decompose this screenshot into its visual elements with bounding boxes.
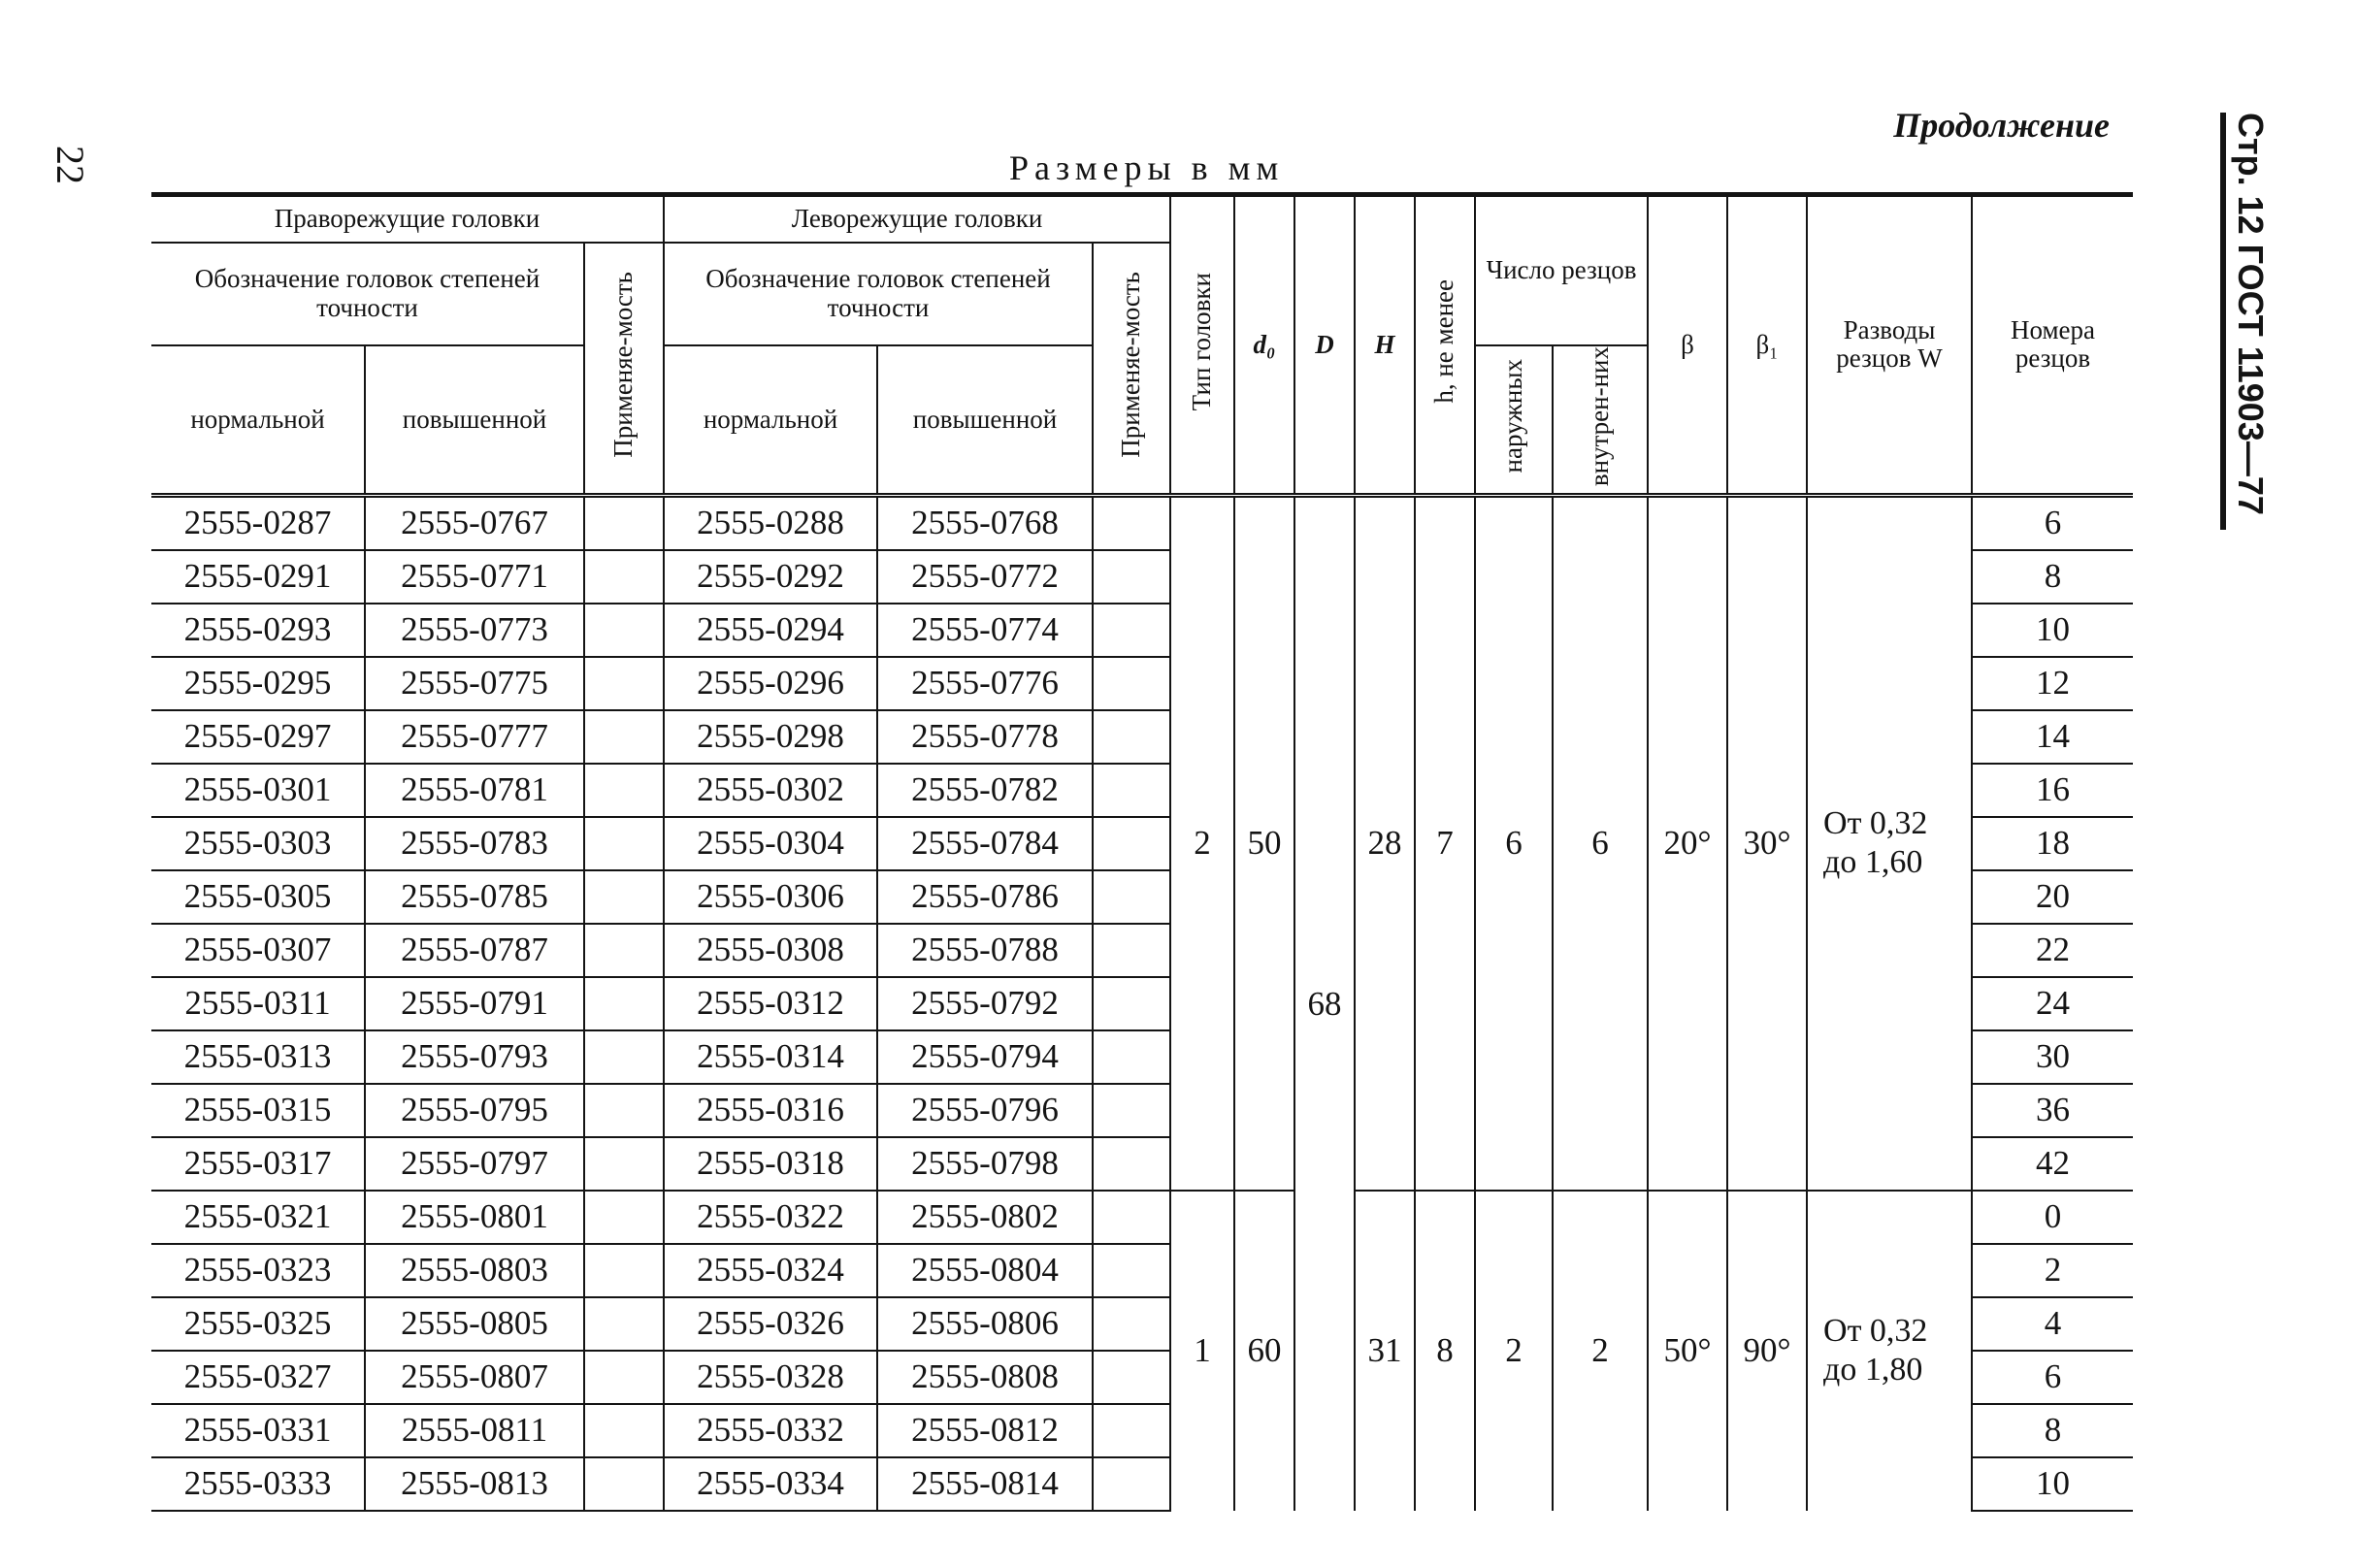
right-normal-code: 2555-0307 [151, 924, 365, 977]
right-applicability-cell [584, 604, 664, 657]
header-right-normal: нормальной [151, 345, 365, 495]
left-applicability-cell [1093, 1404, 1170, 1457]
right-applicability-cell [584, 1457, 664, 1511]
left-applicability-cell [1093, 1297, 1170, 1351]
beta-value: 20° [1648, 495, 1727, 1191]
left-increased-code: 2555-0772 [877, 550, 1093, 604]
beta1-value: 30° [1727, 495, 1807, 1191]
right-increased-code: 2555-0811 [365, 1404, 584, 1457]
cutter-number: 30 [1972, 1030, 2133, 1084]
left-applicability-cell [1093, 924, 1170, 977]
left-increased-code: 2555-0786 [877, 870, 1093, 924]
header-right-heads: Праворежущие головки [151, 197, 664, 243]
H-value: 31 [1355, 1191, 1415, 1511]
cutter-number: 0 [1972, 1191, 2133, 1244]
page-number: 22 [49, 146, 92, 184]
head-type-value: 2 [1170, 495, 1234, 1191]
right-normal-code: 2555-0311 [151, 977, 365, 1030]
cutter-number: 22 [1972, 924, 2133, 977]
left-normal-code: 2555-0318 [664, 1137, 877, 1191]
right-increased-code: 2555-0767 [365, 495, 584, 550]
left-applicability-cell [1093, 977, 1170, 1030]
inner-cutters-value: 6 [1553, 495, 1648, 1191]
right-increased-code: 2555-0803 [365, 1244, 584, 1297]
right-normal-code: 2555-0293 [151, 604, 365, 657]
right-normal-code: 2555-0333 [151, 1457, 365, 1511]
right-normal-code: 2555-0305 [151, 870, 365, 924]
left-increased-code: 2555-0788 [877, 924, 1093, 977]
left-normal-code: 2555-0326 [664, 1297, 877, 1351]
right-increased-code: 2555-0801 [365, 1191, 584, 1244]
header-cutter-numbers: Номера резцов [1972, 197, 2133, 495]
right-applicability-cell [584, 1084, 664, 1137]
left-applicability-cell [1093, 870, 1170, 924]
left-increased-code: 2555-0796 [877, 1084, 1093, 1137]
right-increased-code: 2555-0785 [365, 870, 584, 924]
right-normal-code: 2555-0287 [151, 495, 365, 550]
beta-value: 50° [1648, 1191, 1727, 1511]
d0-value: 50 [1234, 495, 1294, 1191]
cutter-spread-line: до 1,80 [1823, 1352, 1923, 1388]
right-increased-code: 2555-0777 [365, 710, 584, 764]
cutter-spread-value [1807, 1191, 1972, 1511]
header-left-applicability-text: Применяе-мость [1116, 272, 1146, 458]
left-normal-code: 2555-0314 [664, 1030, 877, 1084]
h-min-value: 7 [1415, 495, 1475, 1191]
left-normal-code: 2555-0306 [664, 870, 877, 924]
right-applicability-cell [584, 1191, 664, 1244]
cutter-number: 24 [1972, 977, 2133, 1030]
right-normal-code: 2555-0291 [151, 550, 365, 604]
right-increased-code: 2555-0775 [365, 657, 584, 710]
outer-cutters-value: 6 [1475, 495, 1553, 1191]
header-cutter-spread: Разводы резцов W [1807, 197, 1972, 495]
right-increased-code: 2555-0805 [365, 1297, 584, 1351]
right-applicability-cell [584, 550, 664, 604]
header-outer-text: наружных [1498, 359, 1528, 474]
right-applicability-cell [584, 764, 664, 817]
header-h-min [1415, 197, 1475, 495]
right-normal-code: 2555-0297 [151, 710, 365, 764]
header-beta1: β₁ [1727, 197, 1807, 495]
cutter-spread-line: От 0,32 [1823, 1312, 1928, 1349]
right-applicability-cell [584, 1244, 664, 1297]
header-inner-text: внутрен-них [1585, 346, 1615, 487]
cutter-spread-value [1807, 495, 1972, 1191]
cutter-number: 14 [1972, 710, 2133, 764]
right-applicability-cell [584, 924, 664, 977]
right-applicability-cell [584, 977, 664, 1030]
left-increased-code: 2555-0782 [877, 764, 1093, 817]
right-normal-code: 2555-0315 [151, 1084, 365, 1137]
D-value: 68 [1294, 495, 1355, 1511]
table-body [151, 495, 2133, 1511]
continuation-label: Продолжение [1893, 106, 2110, 145]
cutter-number: 8 [1972, 1404, 2133, 1457]
head-type-value: 1 [1170, 1191, 1234, 1511]
right-increased-code: 2555-0791 [365, 977, 584, 1030]
left-applicability-cell [1093, 604, 1170, 657]
header-d0: d₀ [1234, 197, 1294, 495]
left-normal-code: 2555-0312 [664, 977, 877, 1030]
outer-cutters-value: 2 [1475, 1191, 1553, 1511]
right-normal-code: 2555-0313 [151, 1030, 365, 1084]
left-normal-code: 2555-0296 [664, 657, 877, 710]
h-min-value: 8 [1415, 1191, 1475, 1511]
left-increased-code: 2555-0808 [877, 1351, 1093, 1404]
left-applicability-cell [1093, 710, 1170, 764]
left-increased-code: 2555-0794 [877, 1030, 1093, 1084]
right-increased-code: 2555-0771 [365, 550, 584, 604]
right-increased-code: 2555-0813 [365, 1457, 584, 1511]
header-right-applicability [584, 243, 664, 495]
left-normal-code: 2555-0292 [664, 550, 877, 604]
header-right-designation: Обозначение головок степеней точности [151, 243, 584, 345]
header-left-designation: Обозначение головок степеней точности [664, 243, 1093, 345]
side-reference: Стр. 12 ГОСТ 11903—77 [2220, 113, 2271, 530]
d0-value: 60 [1234, 1191, 1294, 1511]
left-increased-code: 2555-0784 [877, 817, 1093, 870]
left-normal-code: 2555-0294 [664, 604, 877, 657]
right-normal-code: 2555-0303 [151, 817, 365, 870]
left-applicability-cell [1093, 550, 1170, 604]
left-increased-code: 2555-0812 [877, 1404, 1093, 1457]
cutter-spread-line: до 1,60 [1823, 844, 1923, 881]
right-normal-code: 2555-0331 [151, 1404, 365, 1457]
right-increased-code: 2555-0781 [365, 764, 584, 817]
inner-cutters-value: 2 [1553, 1191, 1648, 1511]
left-normal-code: 2555-0334 [664, 1457, 877, 1511]
left-increased-code: 2555-0814 [877, 1457, 1093, 1511]
left-normal-code: 2555-0316 [664, 1084, 877, 1137]
left-normal-code: 2555-0324 [664, 1244, 877, 1297]
right-applicability-cell [584, 657, 664, 710]
cutter-number: 20 [1972, 870, 2133, 924]
left-applicability-cell [1093, 1084, 1170, 1137]
cutter-number: 16 [1972, 764, 2133, 817]
header-cutters-count: Число резцов [1475, 197, 1648, 345]
right-normal-code: 2555-0317 [151, 1137, 365, 1191]
table-row [151, 1191, 2133, 1244]
right-applicability-cell [584, 1137, 664, 1191]
header-head-type-text: Тип головки [1187, 272, 1217, 411]
right-normal-code: 2555-0301 [151, 764, 365, 817]
right-increased-code: 2555-0797 [365, 1137, 584, 1191]
left-normal-code: 2555-0298 [664, 710, 877, 764]
right-applicability-cell [584, 1297, 664, 1351]
left-increased-code: 2555-0802 [877, 1191, 1093, 1244]
right-normal-code: 2555-0323 [151, 1244, 365, 1297]
header-beta: β [1648, 197, 1727, 495]
cutter-number: 10 [1972, 1457, 2133, 1511]
dimensions-table [151, 197, 2133, 1512]
header-inner [1553, 345, 1648, 495]
right-normal-code: 2555-0321 [151, 1191, 365, 1244]
cutter-number: 18 [1972, 817, 2133, 870]
right-applicability-cell [584, 1351, 664, 1404]
right-increased-code: 2555-0783 [365, 817, 584, 870]
cutter-number: 6 [1972, 1351, 2133, 1404]
left-applicability-cell [1093, 1191, 1170, 1244]
left-applicability-cell [1093, 1351, 1170, 1404]
header-right-applicability-text: Применяе-мость [608, 272, 639, 458]
header-h-min-text: h, не менее [1429, 279, 1459, 404]
right-increased-code: 2555-0787 [365, 924, 584, 977]
right-applicability-cell [584, 710, 664, 764]
dimensions-table-wrapper [151, 192, 2133, 1512]
header-right-increased: повышенной [365, 345, 584, 495]
left-applicability-cell [1093, 764, 1170, 817]
cutter-number: 6 [1972, 495, 2133, 550]
left-increased-code: 2555-0804 [877, 1244, 1093, 1297]
left-applicability-cell [1093, 657, 1170, 710]
right-normal-code: 2555-0325 [151, 1297, 365, 1351]
right-increased-code: 2555-0795 [365, 1084, 584, 1137]
cutter-number: 4 [1972, 1297, 2133, 1351]
cutter-number: 42 [1972, 1137, 2133, 1191]
right-normal-code: 2555-0327 [151, 1351, 365, 1404]
right-applicability-cell [584, 1404, 664, 1457]
left-increased-code: 2555-0798 [877, 1137, 1093, 1191]
left-normal-code: 2555-0288 [664, 495, 877, 550]
header-left-increased: повышенной [877, 345, 1093, 495]
left-increased-code: 2555-0778 [877, 710, 1093, 764]
cutter-spread-line: От 0,32 [1823, 804, 1928, 841]
left-increased-code: 2555-0806 [877, 1297, 1093, 1351]
left-normal-code: 2555-0308 [664, 924, 877, 977]
left-normal-code: 2555-0302 [664, 764, 877, 817]
right-applicability-cell [584, 495, 664, 550]
table-title: Размеры в мм [1009, 148, 1285, 187]
right-increased-code: 2555-0773 [365, 604, 584, 657]
header-left-heads: Леворежущие головки [664, 197, 1170, 243]
left-increased-code: 2555-0774 [877, 604, 1093, 657]
right-normal-code: 2555-0295 [151, 657, 365, 710]
header-head-type [1170, 197, 1234, 495]
left-normal-code: 2555-0328 [664, 1351, 877, 1404]
header-left-applicability [1093, 243, 1170, 495]
right-increased-code: 2555-0807 [365, 1351, 584, 1404]
left-normal-code: 2555-0304 [664, 817, 877, 870]
table-head [151, 197, 2133, 495]
left-applicability-cell [1093, 1457, 1170, 1511]
header-outer [1475, 345, 1553, 495]
right-applicability-cell [584, 870, 664, 924]
H-value: 28 [1355, 495, 1415, 1191]
cutter-number: 10 [1972, 604, 2133, 657]
cutter-number: 2 [1972, 1244, 2133, 1297]
left-increased-code: 2555-0768 [877, 495, 1093, 550]
cutter-number: 8 [1972, 550, 2133, 604]
left-increased-code: 2555-0792 [877, 977, 1093, 1030]
right-applicability-cell [584, 817, 664, 870]
left-increased-code: 2555-0776 [877, 657, 1093, 710]
left-applicability-cell [1093, 817, 1170, 870]
left-applicability-cell [1093, 1244, 1170, 1297]
table-row [151, 495, 2133, 550]
beta1-value: 90° [1727, 1191, 1807, 1511]
right-increased-code: 2555-0793 [365, 1030, 584, 1084]
header-H: H [1355, 197, 1415, 495]
header-D: D [1294, 197, 1355, 495]
left-applicability-cell [1093, 1137, 1170, 1191]
cutter-number: 12 [1972, 657, 2133, 710]
left-normal-code: 2555-0332 [664, 1404, 877, 1457]
right-applicability-cell [584, 1030, 664, 1084]
cutter-number: 36 [1972, 1084, 2133, 1137]
header-left-normal: нормальной [664, 345, 877, 495]
left-normal-code: 2555-0322 [664, 1191, 877, 1244]
left-applicability-cell [1093, 495, 1170, 550]
left-applicability-cell [1093, 1030, 1170, 1084]
